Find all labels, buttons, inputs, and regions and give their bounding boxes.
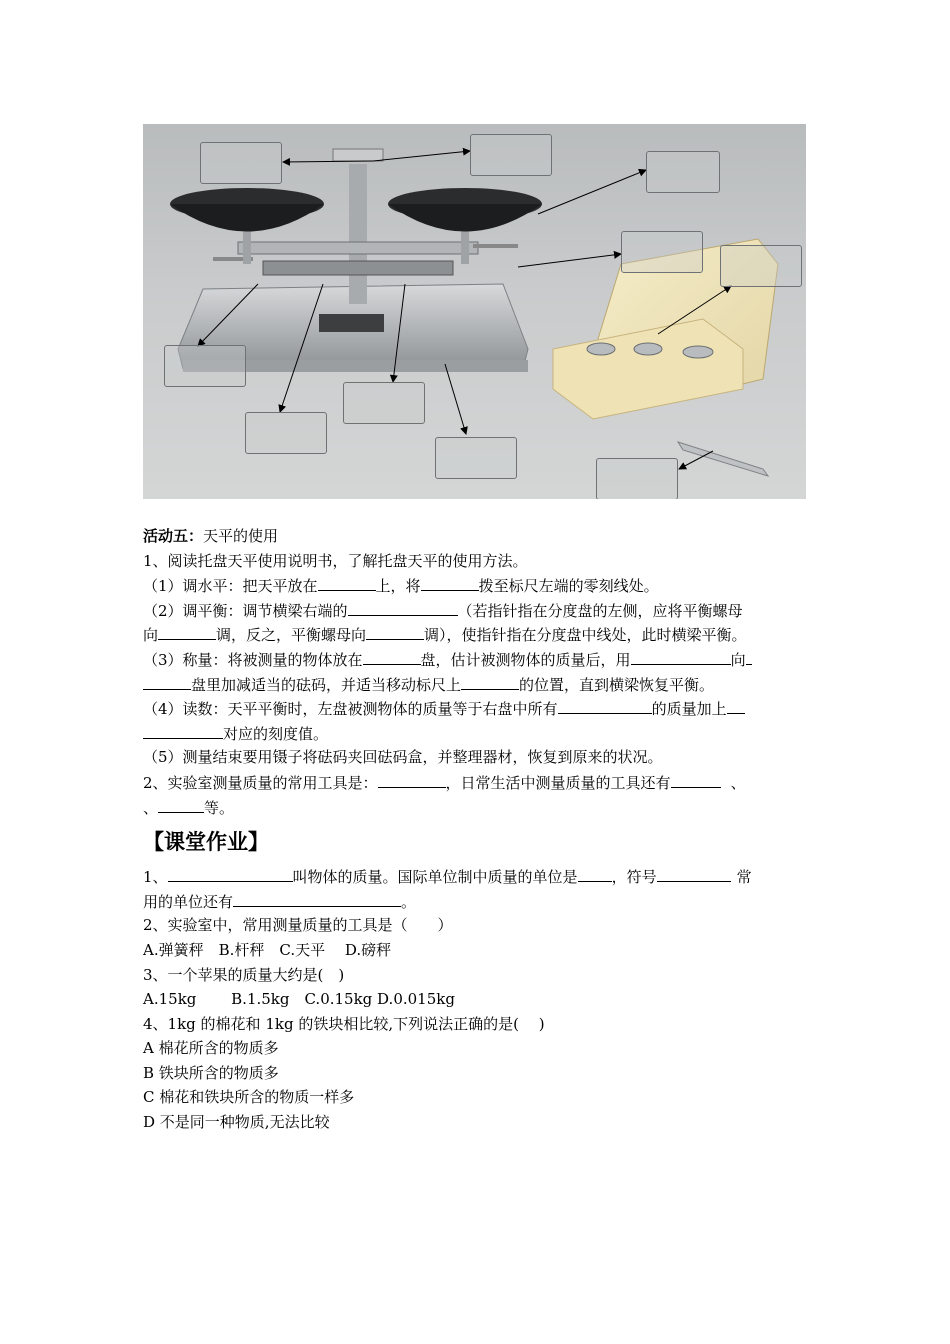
blank[interactable] xyxy=(158,622,216,640)
q2-text-c: 、 xyxy=(730,773,746,792)
hw-question-1-cont xyxy=(143,889,809,914)
hw-q1-text-f: 。 xyxy=(401,892,417,911)
hw-q1-text-d: 常 xyxy=(736,868,752,887)
blank[interactable] xyxy=(746,647,752,665)
step-3 xyxy=(143,647,809,672)
step-2-text-b: （若指针指在分度盘的左侧，应将平衡螺母 xyxy=(457,601,743,620)
step-4-text-c: 的质量加上 xyxy=(651,700,727,719)
step-3-cont xyxy=(143,672,809,697)
blank[interactable] xyxy=(631,647,731,665)
label-box-9 xyxy=(435,437,517,479)
question-2-cont xyxy=(143,795,809,820)
label-box-5 xyxy=(720,245,802,287)
step-2-text-a: （2）调平衡：调节横梁右端的 xyxy=(143,601,348,620)
q2-text-d: 、 xyxy=(143,798,159,817)
blank[interactable] xyxy=(158,795,204,813)
blank[interactable] xyxy=(578,864,612,882)
q2-text-a: 2、实验室测量质量的常用工具是： xyxy=(143,773,378,792)
blank[interactable] xyxy=(657,864,731,882)
blank[interactable] xyxy=(421,573,479,591)
blank[interactable] xyxy=(168,864,293,882)
blank[interactable] xyxy=(461,672,519,690)
label-box-3 xyxy=(646,151,720,193)
step-2-text-e: 调），使指针指在分度盘中线处，此时横梁平衡。 xyxy=(424,626,747,645)
activity-title: 活动五： xyxy=(143,527,204,545)
step-4-cont xyxy=(143,721,809,746)
step-2-cont xyxy=(143,622,809,647)
hw-question-3-options: A.15kg B.1.5kg C.0.15kg D.0.015kg xyxy=(143,990,455,1009)
step-3-text-c: 向 xyxy=(730,650,746,669)
step-1-text-a: （1）调水平：把天平放在 xyxy=(143,577,318,596)
worksheet-content xyxy=(143,524,809,1135)
blank[interactable] xyxy=(366,622,424,640)
hw-q1-text-a: 1、 xyxy=(143,868,168,887)
blank[interactable] xyxy=(348,598,458,616)
hw-question-2: 2、实验室中，常用测量质量的工具是（ ） xyxy=(143,916,453,935)
hw-question-4-option-c: C 棉花和铁块所含的物质一样多 xyxy=(143,1088,355,1107)
step-4 xyxy=(143,696,809,721)
step-3-text-a: （3）称量：将被测量的物体放在 xyxy=(143,650,363,669)
hw-question-4: 4、1kg 的棉花和 1kg 的铁块相比较,下列说法正确的是( ) xyxy=(143,1014,545,1033)
activity-title-rest: 天平的使用 xyxy=(203,527,279,545)
blank[interactable] xyxy=(363,647,421,665)
blank[interactable] xyxy=(671,770,721,788)
hw-question-1 xyxy=(143,864,809,889)
hw-question-2-options: A.弹簧秤 B.杆秤 C.天平 D.磅秤 xyxy=(143,940,392,959)
blank[interactable] xyxy=(558,696,652,714)
activity-title-line xyxy=(143,524,809,549)
hw-question-4-option-d: D 不是同一种物质,无法比较 xyxy=(143,1113,330,1132)
blank[interactable] xyxy=(143,721,223,739)
step-3-text-d: 盘里加减适当的砝码，并适当移动标尺上 xyxy=(191,675,462,694)
label-box-8 xyxy=(245,412,327,454)
step-2-text-c: 向 xyxy=(143,626,159,645)
question-2 xyxy=(143,770,809,795)
step-4-text-a: （4）读数：天平平衡时，左盘被测物体的质量等于右盘 xyxy=(143,700,513,719)
step-2-text-d: 调，反之，平衡螺母向 xyxy=(216,626,367,645)
label-box-1 xyxy=(200,142,282,184)
homework-heading: 【课堂作业】 xyxy=(143,830,269,855)
balance-figure xyxy=(143,124,806,499)
label-box-10 xyxy=(596,458,678,499)
step-1-text-b: 上，将 xyxy=(375,577,421,596)
step-5: （5）测量结束要用镊子将砝码夹回砝码盒，并整理器材，恢复到原来的状况。 xyxy=(143,748,663,767)
blank[interactable] xyxy=(727,696,745,714)
hw-q1-text-e: 用的单位还有 xyxy=(143,892,234,911)
step-1-text-c: 拨至标尺左端的零刻线处。 xyxy=(478,577,659,596)
hw-question-3: 3、一个苹果的质量大约是( ) xyxy=(143,965,345,984)
step-3-text-e: 的位置，直到横梁恢复平衡。 xyxy=(519,675,715,694)
q2-text-b: ，日常生活中测量质量的工具还有 xyxy=(445,773,671,792)
label-box-6 xyxy=(164,345,246,387)
q2-text-e: 等。 xyxy=(204,798,235,817)
label-box-4 xyxy=(621,231,703,273)
hw-question-4-option-a: A 棉花所含的物质多 xyxy=(143,1039,279,1058)
blank[interactable] xyxy=(318,573,376,591)
hw-q1-text-b: 叫物体的质量。国际单位制中质量的单位是 xyxy=(292,868,578,887)
blank[interactable] xyxy=(378,770,446,788)
step-1 xyxy=(143,573,809,598)
label-box-2 xyxy=(470,134,552,176)
activity-line-1: 1、阅读托盘天平使用说明书，了解托盘天平的使用方法。 xyxy=(143,551,528,570)
hw-question-4-option-b: B 铁块所含的物质多 xyxy=(143,1063,279,1082)
step-2 xyxy=(143,598,809,623)
blank[interactable] xyxy=(233,889,401,907)
step-3-text-b: 盘，估计被测物体的质量后，用 xyxy=(420,650,631,669)
step-4-text-b: 中所有 xyxy=(512,700,558,719)
blank[interactable] xyxy=(143,672,191,690)
step-4-text-d: 对应的刻度值。 xyxy=(223,724,329,743)
hw-q1-text-c: ，符号 xyxy=(611,868,657,887)
label-box-7 xyxy=(343,382,425,424)
